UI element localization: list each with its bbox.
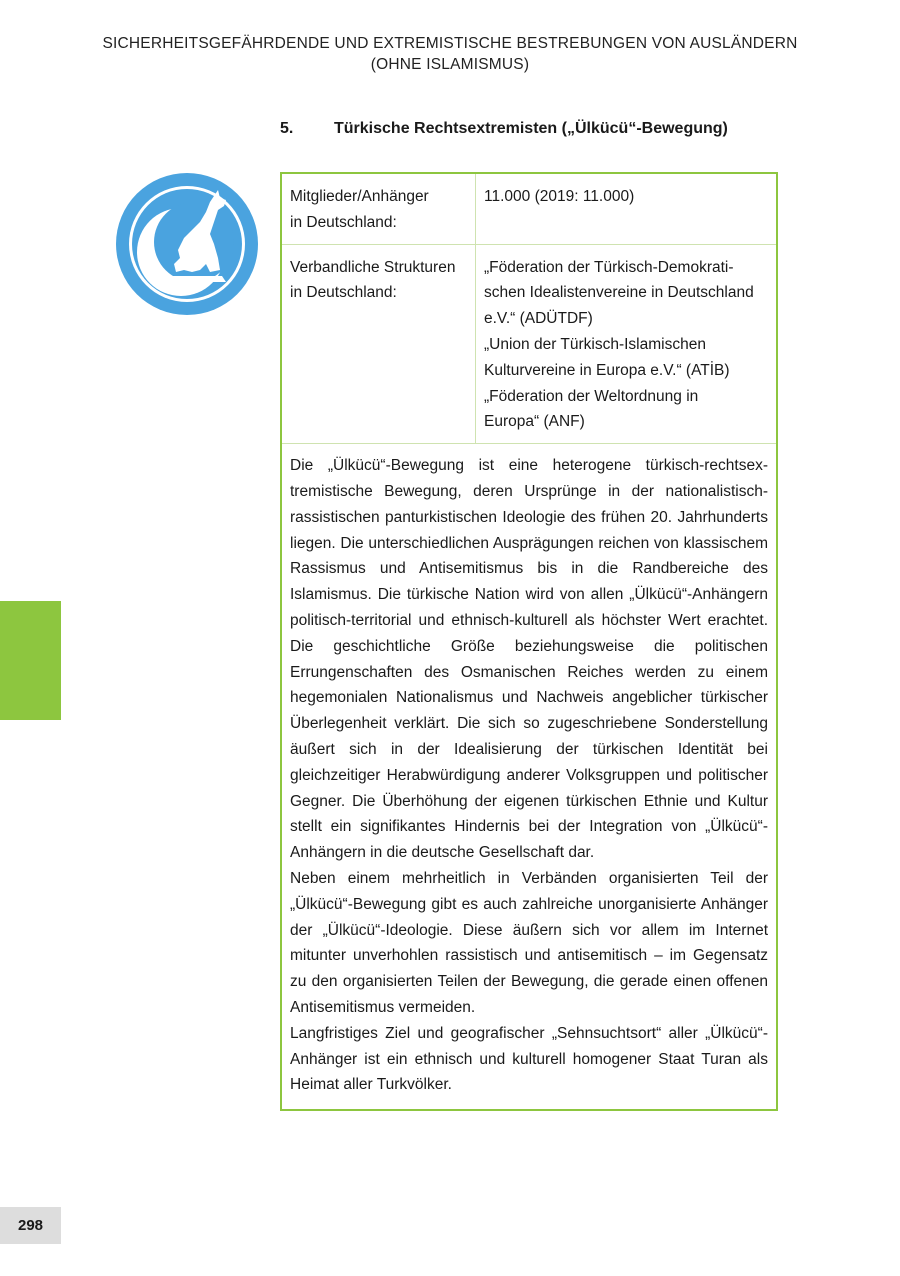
fact-description	[282, 444, 776, 1109]
section-title: Türkische Rechtsextremisten („Ülkücü“-Bewegung)	[334, 120, 728, 137]
fact-value-line: 11.000 (2019: 11.000)	[484, 188, 635, 205]
fact-label-line: Mitglieder/Anhänger	[290, 188, 429, 205]
fact-row-members	[282, 174, 776, 245]
fact-label-members	[282, 174, 476, 244]
fact-label-line: Verbandliche Strukturen	[290, 258, 456, 276]
description-paragraph-2: Neben einem mehrheitlich in Verbänden organisierten Teil der „Ülkücü“-Bewegung gibt es auch zahlreiche unorganisierte Anhänger der „Ülkücü“-Ideologie. Diese äußern sich vor allem im Internet mitunter unverhohlen rassistisch und antisemitisch – im Gegensatz zu den organisierten Teilen der Bewegung, die gerade einen offenen Antisemitismus vermeiden.	[290, 869, 768, 1016]
fact-value-line: Kulturvereine in Europa e.V.“ (ATİB)	[484, 361, 730, 379]
fact-value-line: „Föderation der Türkisch-Demokrati-	[484, 258, 734, 276]
description-paragraph-1: Die „Ülkücü“-Bewegung ist eine heterogene türkisch-rechtsextremistische Bewegung, deren Ursprünge in der nationalistisch-rassistischen panturkistischen Ideologie des frühen 20. Jahrhunderts liegen. Die unterschiedlichen Ausprägungen reichen von klassischem Rassismus und Antisemitismus bis in die Randbereiche des Islamismus. Die türkische Nation wird von allen „Ülkücü“-Anhängern politisch-territorial und ethnisch-kulturell als höchster Wert erachtet. Die geschichtliche Größe beziehungsweise die politischen Errungenschaften des Osmanischen Reiches werden zu einem hegemonialen Nationalismus und Nachweis angeblicher türkischer Überlegenheit verklärt. Die sich so zugeschriebene Sonderstellung äußert sich in der Idealisierung der türkischen Identität bei gleichzeitiger Herabwürdigung anderer Volksgruppen und politischer Gegner. Die Überhöhung der eigenen türkischen Ethnie und Kultur stellt ein signifikantes Hindernis bei der Integration von „Ülkücü“-Anhängern in die deutsche Gesellschaft dar.	[290, 457, 768, 862]
grey-wolf-crescent-emblem-icon	[114, 172, 260, 316]
fact-value-members	[476, 174, 776, 244]
fact-value-line: e.V.“ (ADÜTDF)	[484, 310, 593, 328]
running-header-line-1: SICHERHEITSGEFÄHRDENDE UND EXTREMISTISCHE BESTREBUNGEN VON AUSLÄNDERN	[102, 35, 798, 52]
section-heading	[280, 120, 728, 138]
description-paragraph-3: Langfristiges Ziel und geografischer „Sehnsuchtsort“ aller „Ülkücü“-Anhänger ist ein ethnisch und kulturell homogener Staat Turan als Heimat aller Turkvölker.	[290, 1024, 768, 1094]
fact-box	[280, 172, 778, 1111]
fact-label-line: in Deutschland:	[290, 213, 397, 231]
running-header	[0, 33, 900, 75]
chapter-side-tab	[0, 601, 61, 720]
section-number: 5.	[280, 120, 294, 137]
fact-row-structures	[282, 245, 776, 445]
fact-value-line: „Union der Türkisch-Islamischen	[484, 335, 706, 353]
page-number: 298	[0, 1207, 61, 1244]
fact-label-line: in Deutschland:	[290, 284, 397, 302]
fact-value-line: „Föderation der Weltordnung in	[484, 387, 699, 405]
running-header-line-2: (OHNE ISLAMISMUS)	[370, 56, 530, 73]
fact-value-line: schen Idealistenvereine in Deutschland	[484, 284, 754, 302]
fact-value-line: Europa“ (ANF)	[484, 413, 585, 431]
fact-label-structures	[282, 245, 476, 444]
fact-value-structures	[476, 245, 776, 444]
